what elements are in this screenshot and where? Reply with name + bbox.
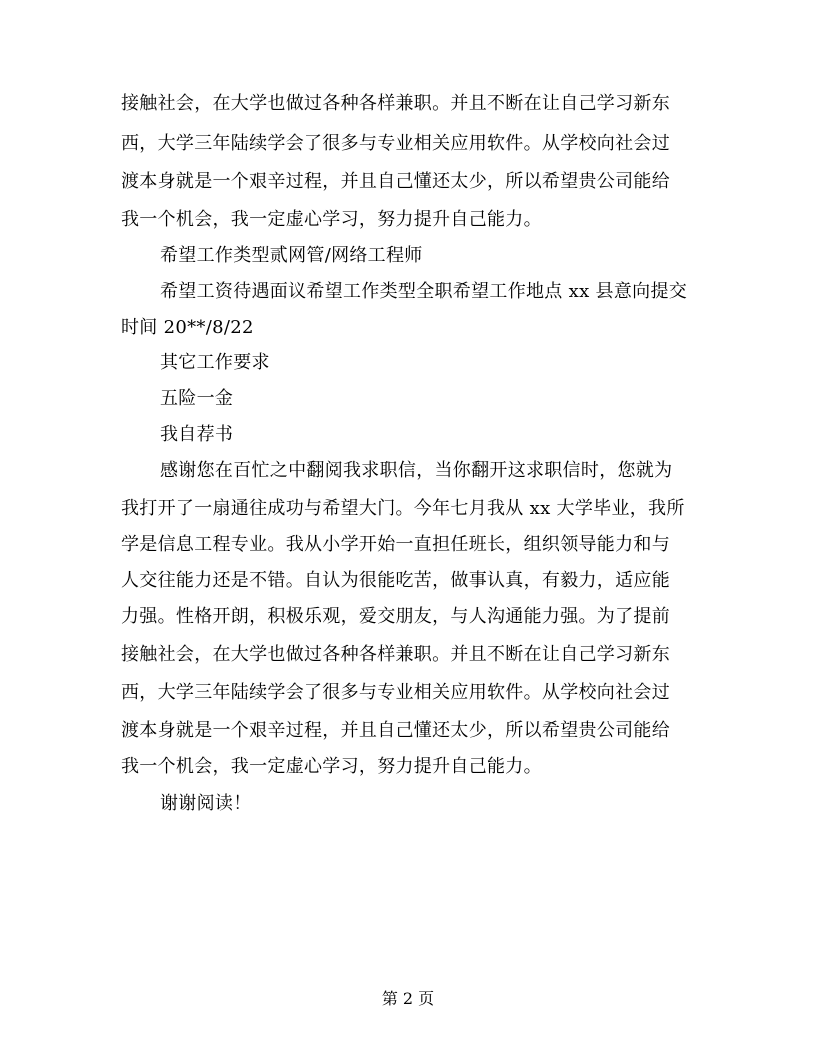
closing-line: 谢谢阅读！ (160, 793, 252, 814)
body-line: 接触社会，在大学也做过各种各样兼职。并且不断在让自己学习新东 (121, 644, 670, 665)
body-line: 渡本身就是一个艰辛过程，并且自己懂还太少，所以希望贵公司能给 (121, 720, 670, 741)
body-line: 接触社会，在大学也做过各种各样兼职。并且不断在让自己学习新东 (121, 93, 670, 114)
body-line: 渡本身就是一个艰辛过程，并且自己懂还太少，所以希望贵公司能给 (121, 171, 670, 192)
body-line: 西，大学三年陆续学会了很多与专业相关应用软件。从学校向社会过 (121, 133, 670, 154)
body-line: 西，大学三年陆续学会了很多与专业相关应用软件。从学校向社会过 (121, 682, 670, 703)
date-line: 时间 20**/8/22 (121, 317, 254, 338)
requirements-heading: 其它工作要求 (160, 352, 270, 373)
body-line: 我一个机会，我一定虚心学习，努力提升自己能力。 (121, 756, 542, 777)
body-line: 人交往能力还是不错。自认为很能吃苦，做事认真，有毅力，适应能 (121, 570, 670, 591)
benefits-line: 五险一金 (160, 388, 234, 409)
section-heading: 我自荐书 (160, 424, 234, 445)
body-line: 我打开了一扇通往成功与希望大门。今年七月我从 xx 大学毕业，我所 (121, 498, 685, 519)
body-line: 我一个机会，我一定虚心学习，努力提升自己能力。 (121, 209, 542, 230)
page-number: 第 2 页 (381, 989, 435, 1008)
job-type-line: 希望工作类型贰网管/网络工程师 (160, 245, 423, 266)
body-line: 感谢您在百忙之中翻阅我求职信，当你翻开这求职信时，您就为 (160, 460, 673, 481)
salary-line: 希望工资待遇面议希望工作类型全职希望工作地点 xx 县意向提交 (160, 281, 688, 302)
body-line: 力强。性格开朗，积极乐观，爱交朋友，与人沟通能力强。为了提前 (121, 606, 670, 627)
body-line: 学是信息工程专业。我从小学开始一直担任班长，组织领导能力和与 (121, 534, 670, 555)
